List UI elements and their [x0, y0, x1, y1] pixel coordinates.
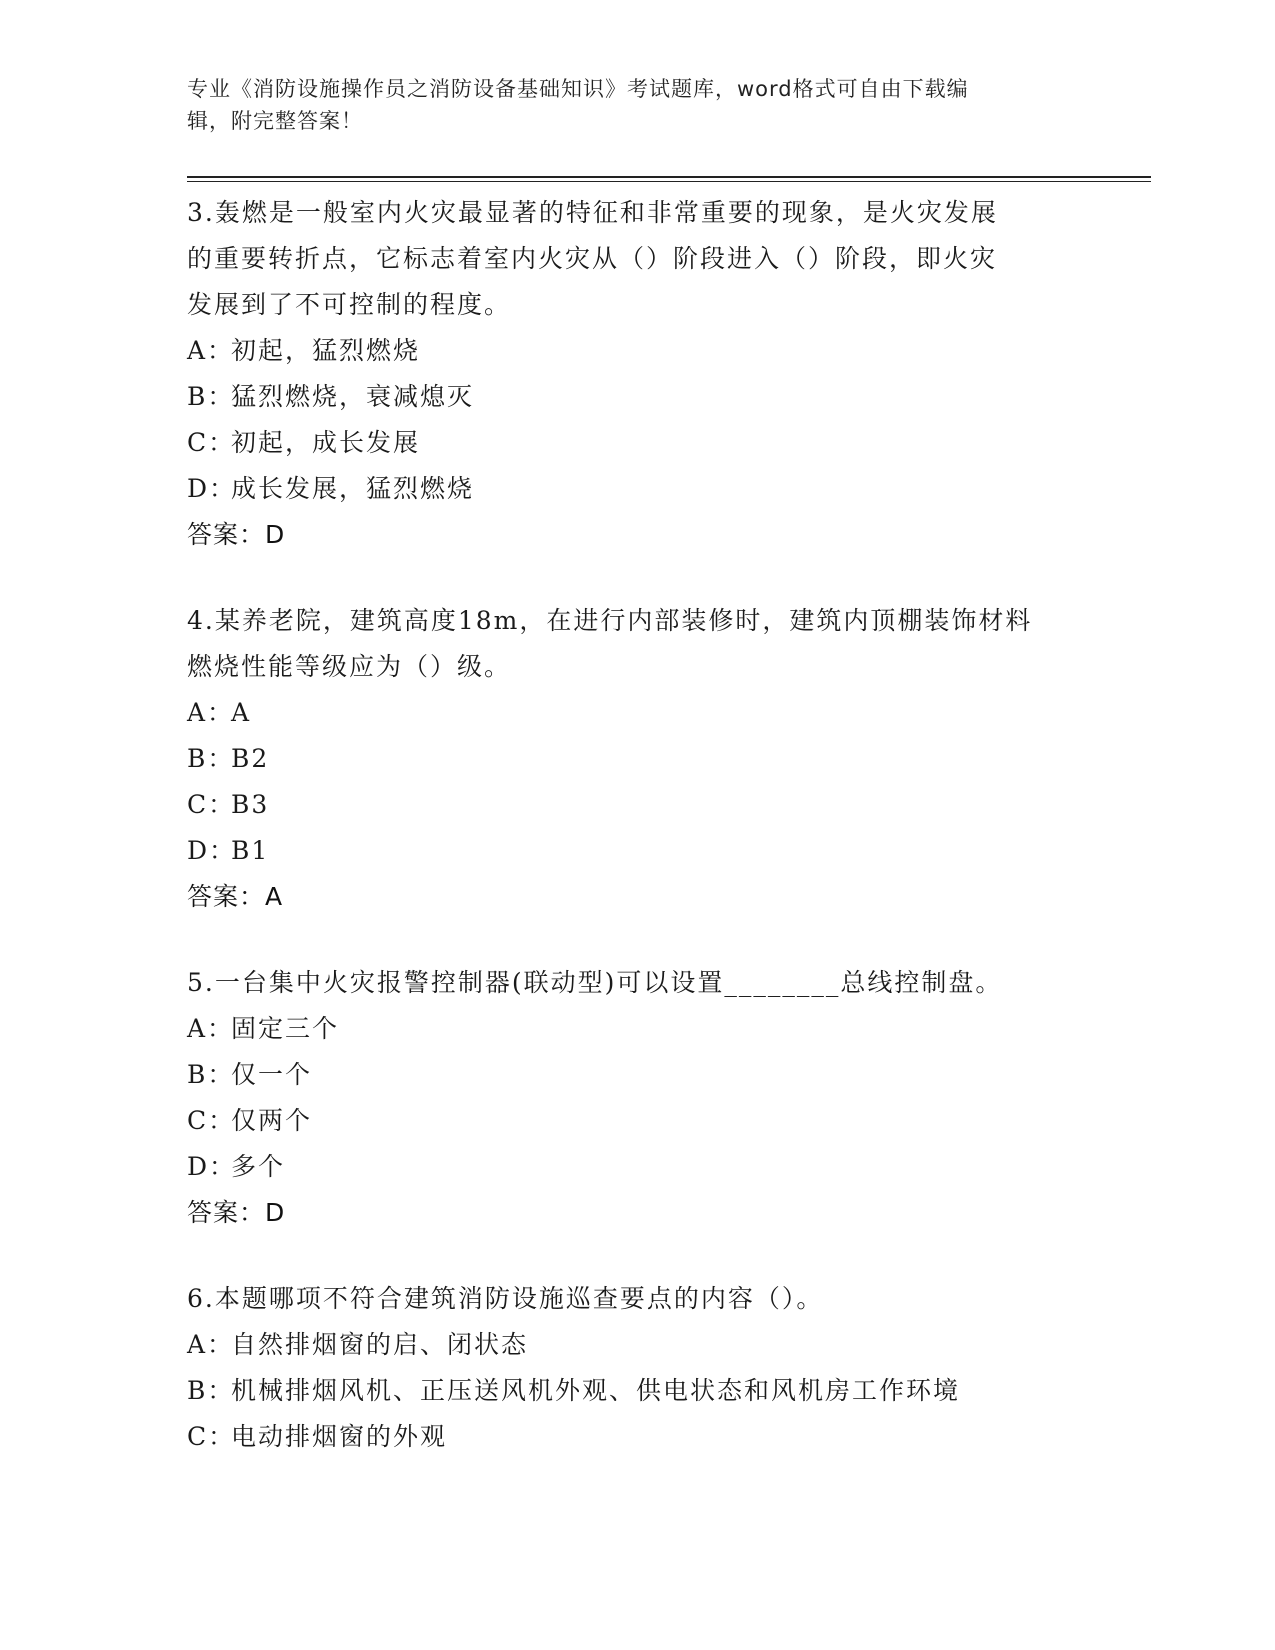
- option-text: B3: [231, 790, 270, 819]
- option-c: [187, 420, 1087, 466]
- option-text: B2: [231, 744, 270, 773]
- option-key: B：: [187, 1376, 235, 1405]
- option-a: [187, 1006, 1087, 1052]
- option-c: [187, 1098, 1087, 1144]
- option-key: B：: [187, 1060, 235, 1089]
- option-text: 猛烈燃烧，衰减熄灭: [231, 382, 475, 411]
- question-6: [187, 1276, 1087, 1460]
- option-text: 初起，成长发展: [231, 428, 421, 457]
- option-key: C：: [187, 1422, 236, 1451]
- option-c: [187, 1414, 1087, 1460]
- option-a: [187, 690, 1087, 736]
- question-4: [187, 598, 1087, 920]
- header-line-1: 专业《消防设施操作员之消防设备基础知识》考试题库，word格式可自由下载编: [187, 77, 969, 101]
- header-line-2: 辑，附完整答案！: [187, 109, 363, 133]
- answer-line: 答案：D: [187, 520, 286, 549]
- question-list: [187, 190, 1087, 1500]
- option-key: B：: [187, 382, 235, 411]
- option-text: 初起，猛烈燃烧: [231, 336, 421, 365]
- option-text: 自然排烟窗的启、闭状态: [231, 1330, 529, 1359]
- option-key: B：: [187, 744, 235, 773]
- option-key: A：: [187, 1014, 235, 1043]
- option-text: 固定三个: [231, 1014, 340, 1043]
- question-5: [187, 960, 1087, 1236]
- option-b: [187, 1052, 1087, 1098]
- question-3: [187, 190, 1087, 558]
- option-text: 机械排烟风机、正压送风机外观、供电状态和风机房工作环境: [231, 1376, 961, 1405]
- question-stem-line: 6.本题哪项不符合建筑消防设施巡查要点的内容（）。: [187, 1284, 824, 1313]
- option-d: [187, 828, 1087, 874]
- option-text: 成长发展，猛烈燃烧: [231, 474, 475, 503]
- question-stem-line: 3.轰燃是一般室内火灾最显著的特征和非常重要的现象，是火灾发展: [187, 198, 998, 227]
- question-stem-line: 燃烧性能等级应为（）级。: [187, 652, 512, 681]
- option-key: A：: [187, 336, 235, 365]
- option-key: D：: [187, 474, 237, 503]
- option-b: [187, 1368, 1087, 1414]
- option-key: D：: [187, 1152, 237, 1181]
- option-text: 仅一个: [231, 1060, 313, 1089]
- answer-line: 答案：D: [187, 1198, 286, 1227]
- option-a: [187, 328, 1087, 374]
- option-text: 多个: [231, 1152, 286, 1181]
- option-key: A：: [187, 698, 235, 727]
- option-text: A: [231, 698, 252, 727]
- header-divider-thin: [187, 181, 1151, 182]
- option-key: A：: [187, 1330, 235, 1359]
- question-stem-line: 发展到了不可控制的程度。: [187, 290, 512, 319]
- option-text: B1: [231, 836, 270, 865]
- answer-line: 答案：A: [187, 882, 284, 911]
- option-d: [187, 1144, 1087, 1190]
- option-key: D：: [187, 836, 237, 865]
- option-key: C：: [187, 428, 236, 457]
- option-d: [187, 466, 1087, 512]
- option-text: 仅两个: [231, 1106, 313, 1135]
- option-b: [187, 736, 1087, 782]
- option-a: [187, 1322, 1087, 1368]
- option-text: 电动排烟窗的外观: [231, 1422, 448, 1451]
- option-c: [187, 782, 1087, 828]
- option-key: C：: [187, 1106, 236, 1135]
- document-header: [187, 73, 1087, 137]
- option-key: C：: [187, 790, 236, 819]
- option-b: [187, 374, 1087, 420]
- question-stem-line: 4.某养老院，建筑高度18m，在进行内部装修时，建筑内顶棚装饰材料: [187, 606, 1033, 635]
- question-stem-line: 5.一台集中火灾报警控制器(联动型)可以设置________总线控制盘。: [187, 968, 1003, 997]
- header-divider-thick: [187, 176, 1151, 178]
- question-stem-line: 的重要转折点，它标志着室内火灾从（）阶段进入（）阶段，即火灾: [187, 244, 998, 273]
